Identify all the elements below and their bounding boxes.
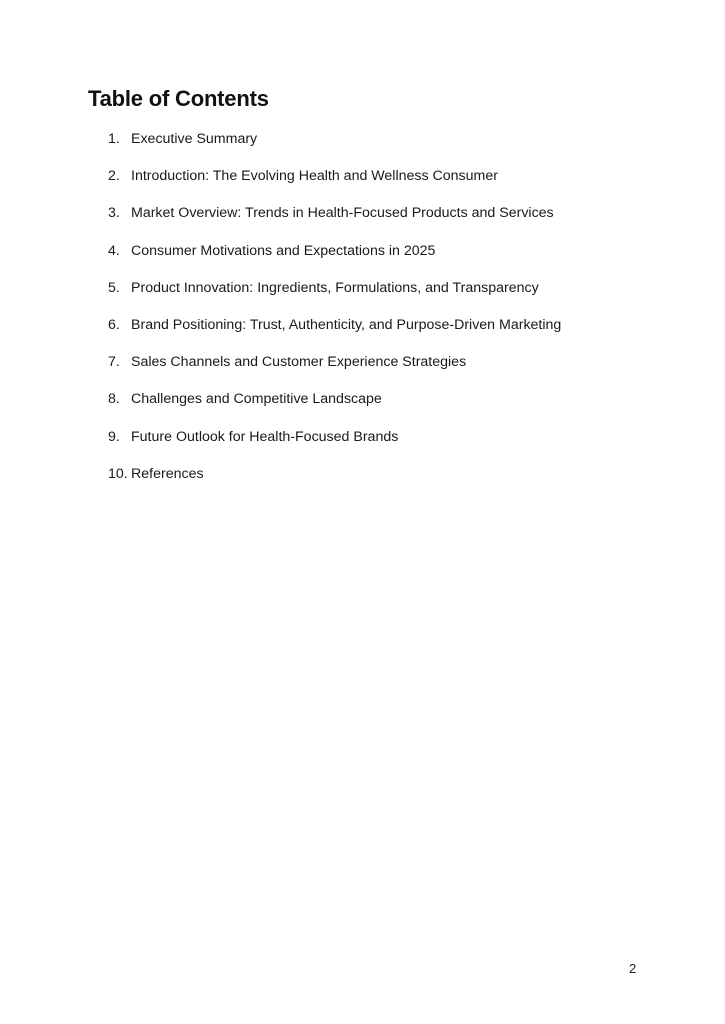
toc-item-label: Consumer Motivations and Expectations in 2025 — [131, 242, 436, 259]
toc-item-label: Market Overview: Trends in Health-Focused Products and Services — [131, 205, 554, 222]
toc-item[interactable] — [108, 278, 561, 315]
toc-item-number: 5. — [108, 279, 120, 296]
toc-item-number: 1. — [108, 131, 120, 147]
toc-item[interactable] — [108, 203, 561, 240]
toc-item-label: References — [131, 465, 204, 482]
page-number: 2 — [629, 961, 637, 976]
toc-item[interactable] — [108, 427, 561, 464]
toc-item-label: Introduction: The Evolving Health and Wellness Consumer — [131, 168, 498, 185]
toc-item-number: 7. — [108, 354, 120, 371]
toc-item-number: 4. — [108, 242, 120, 259]
page-title: Table of Contents — [88, 86, 269, 111]
toc-item-number: 6. — [108, 316, 120, 333]
toc-item-label: Future Outlook for Health-Focused Brands — [131, 428, 399, 445]
toc-item-label: Product Innovation: Ingredients, Formulations, and Transparency — [131, 279, 539, 296]
toc-item-number: 10. — [108, 465, 128, 482]
toc-item[interactable] — [108, 315, 561, 352]
toc-item-label: Executive Summary — [131, 131, 258, 147]
table-of-contents — [108, 129, 561, 501]
toc-item-label: Sales Channels and Customer Experience Strategies — [131, 354, 467, 371]
toc-item-number: 3. — [108, 205, 120, 222]
toc-item-number: 9. — [108, 428, 120, 445]
toc-item-label: Brand Positioning: Trust, Authenticity, and Purpose-Driven Marketing — [131, 316, 562, 333]
toc-item[interactable] — [108, 352, 561, 389]
toc-item-number: 8. — [108, 391, 120, 408]
toc-item[interactable] — [108, 241, 561, 278]
toc-item[interactable] — [108, 464, 561, 501]
toc-item[interactable] — [108, 129, 561, 166]
toc-item[interactable] — [108, 389, 561, 426]
toc-item-label: Challenges and Competitive Landscape — [131, 391, 382, 408]
toc-item[interactable] — [108, 166, 561, 203]
toc-item-number: 2. — [108, 168, 120, 185]
